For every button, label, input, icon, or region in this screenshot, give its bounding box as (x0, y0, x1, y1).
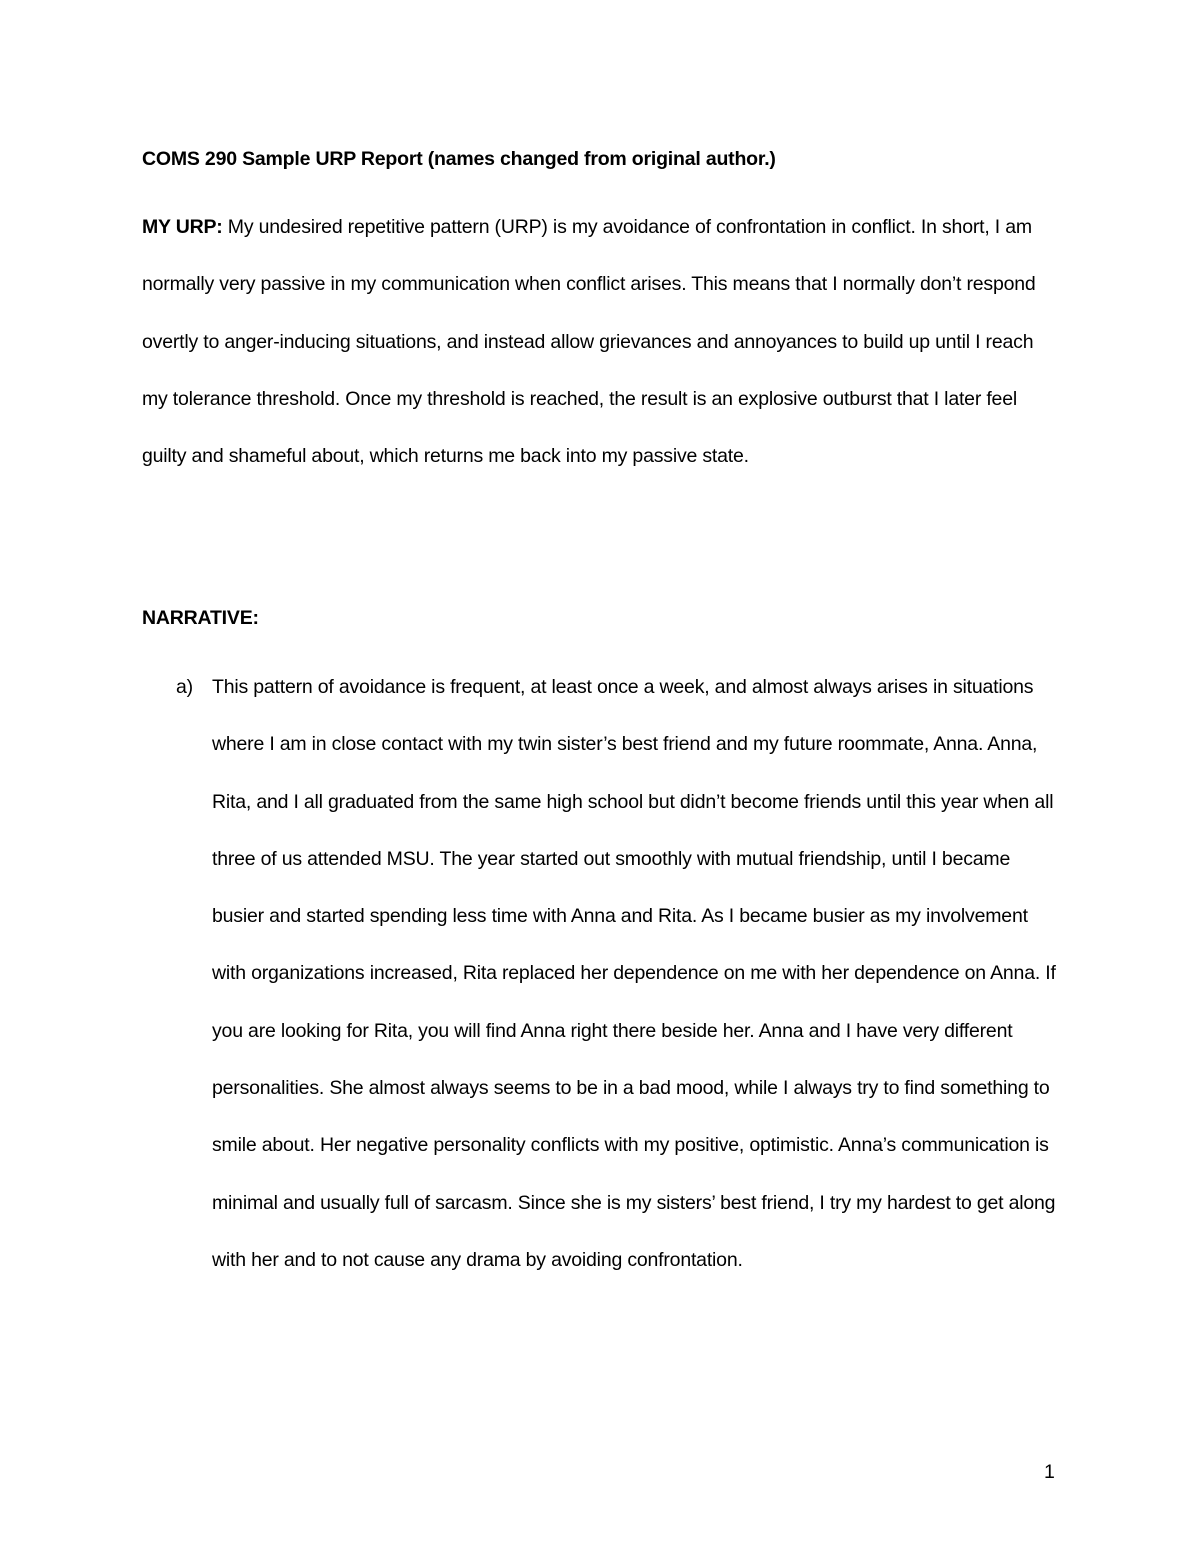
page-number: 1 (1044, 1461, 1055, 1483)
list-marker: a) (176, 676, 193, 698)
narrative-list-item (142, 659, 1062, 1289)
urp-label: MY URP: (142, 216, 223, 238)
urp-text: My undesired repetitive pattern (URP) is my avoidance of confrontation in conflict. In short, I am normally very passive in my communication when conflict arises. This means that I normally don’t respond overtly to anger-inducing situations, and instead allow grievances and annoyances to build up until I reach my tolerance threshold. Once my threshold is reached, the result is an explosive outburst that I later feel guilty and shameful about, which returns me back into my passive state. (142, 216, 1036, 468)
document-title: COMS 290 Sample URP Report (names changed from original author.) (142, 148, 776, 170)
narrative-heading: NARRATIVE: (142, 607, 259, 629)
narrative-item-text: This pattern of avoidance is frequent, at least once a week, and almost always arises in situations where I am in close contact with my twin sister’s best friend and my future roommate, Anna. Anna, Rita, and I all graduated from the same high school but didn’t become friends until this year when all three of us attended MSU. The year started out smoothly with mutual friendship, until I became busier and started spending less time with Anna and Rita. As I became busier as my involvement with organizations increased, Rita replaced her dependence on me with her dependence on Anna. If you are looking for Rita, you will find Anna right there beside her. Anna and I have very different personalities. She almost always seems to be in a bad mood, while I always try to find something to smile about. Her negative personality conflicts with my positive, optimistic. Anna’s communication is minimal and usually full of sarcasm. Since she is my sisters’ best friend, I try my hardest to get along with her and to not cause any drama by avoiding confrontation. (212, 676, 1056, 1271)
urp-paragraph (142, 199, 1062, 485)
